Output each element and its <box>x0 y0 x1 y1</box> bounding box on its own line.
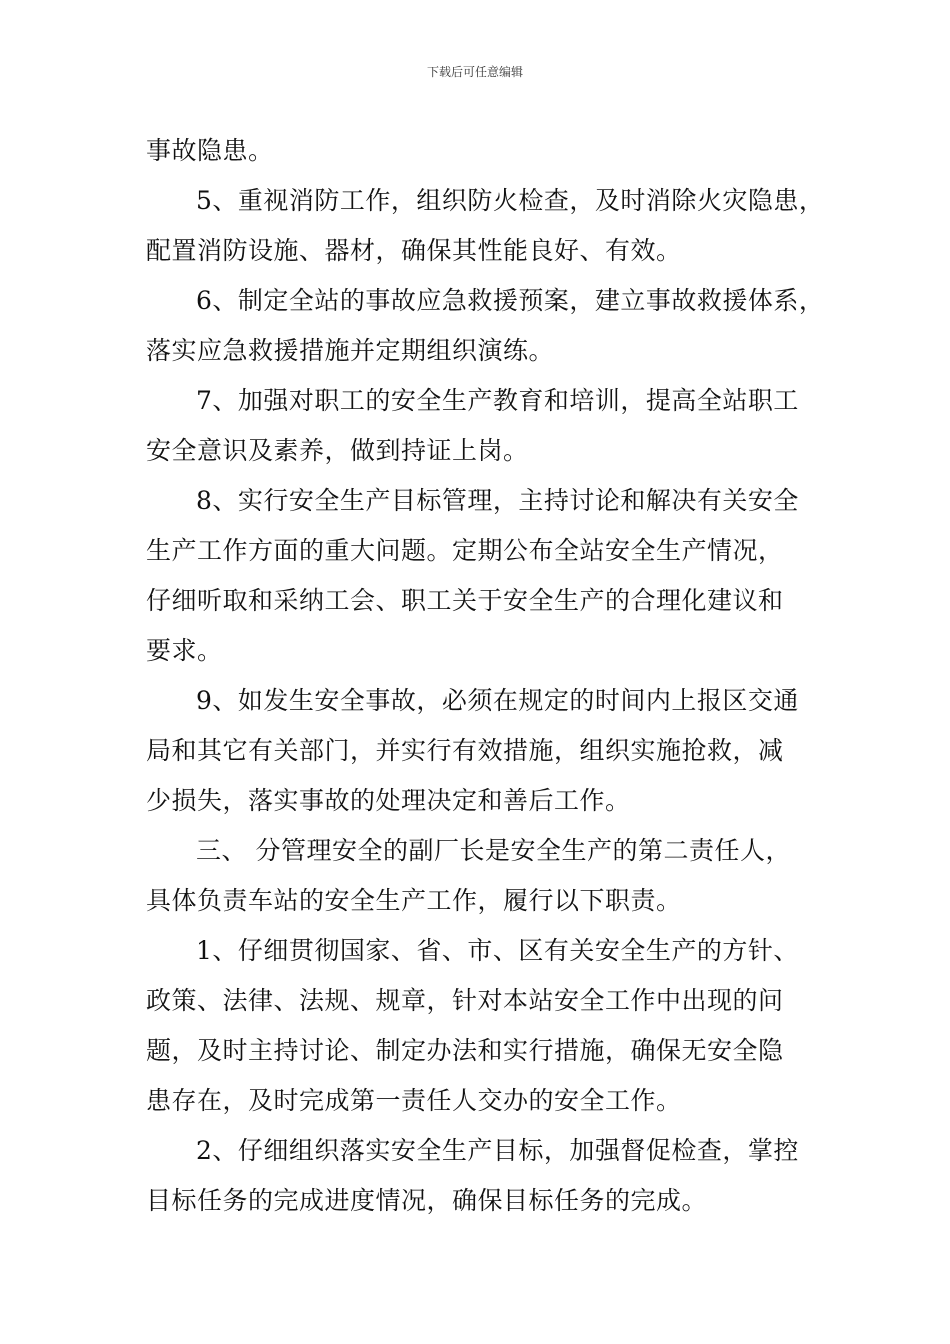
text-line: 少损失，落实事故的处理决定和善后工作。 <box>146 786 631 815</box>
text-line: 局和其它有关部门，并实行有效措施，组织实施抢救，减 <box>146 736 784 765</box>
text-line: 安全意识及素养，做到持证上岗。 <box>146 436 529 465</box>
text-line: 9、如发生安全事故，必须在规定的时间内上报区交通 <box>196 686 799 715</box>
text-line: 生产工作方面的重大问题。定期公布全站安全生产情况， <box>146 536 784 565</box>
text-line: 具体负责车站的安全生产工作，履行以下职责。 <box>146 886 682 915</box>
document-body <box>146 126 836 1226</box>
text-line: 落实应急救援措施并定期组织演练。 <box>146 336 555 365</box>
text-line: 政策、法律、法规、规章，针对本站安全工作中出现的问 <box>146 986 784 1015</box>
text-line: 要求。 <box>146 636 223 665</box>
text-line: 配置消防设施、器材，确保其性能良好、有效。 <box>146 236 682 265</box>
text-line: 6、制定全站的事故应急救援预案，建立事故救援体系， <box>196 286 825 315</box>
page-header: 下载后可任意编辑 <box>426 65 523 79</box>
text-line: 事故隐患。 <box>146 136 274 165</box>
text-line: 目标任务的完成进度情况，确保目标任务的完成。 <box>146 1186 708 1215</box>
text-line: 7、加强对职工的安全生产教育和培训，提高全站职工 <box>196 386 799 415</box>
text-line: 仔细听取和采纳工会、职工关于安全生产的合理化建议和 <box>146 586 784 615</box>
text-line: 题，及时主持讨论、制定办法和实行措施，确保无安全隐 <box>146 1036 784 1065</box>
text-line: 5、重视消防工作，组织防火检查，及时消除火灾隐患， <box>196 186 825 215</box>
text-line: 1、仔细贯彻国家、省、市、区有关安全生产的方针、 <box>196 936 799 965</box>
text-line: 三、 分管理安全的副厂长是安全生产的第二责任人， <box>196 836 791 865</box>
text-line: 2、仔细组织落实安全生产目标，加强督促检查，掌控 <box>196 1136 799 1165</box>
text-line: 8、实行安全生产目标管理，主持讨论和解决有关安全 <box>196 486 799 515</box>
text-line: 患存在，及时完成第一责任人交办的安全工作。 <box>146 1086 682 1115</box>
